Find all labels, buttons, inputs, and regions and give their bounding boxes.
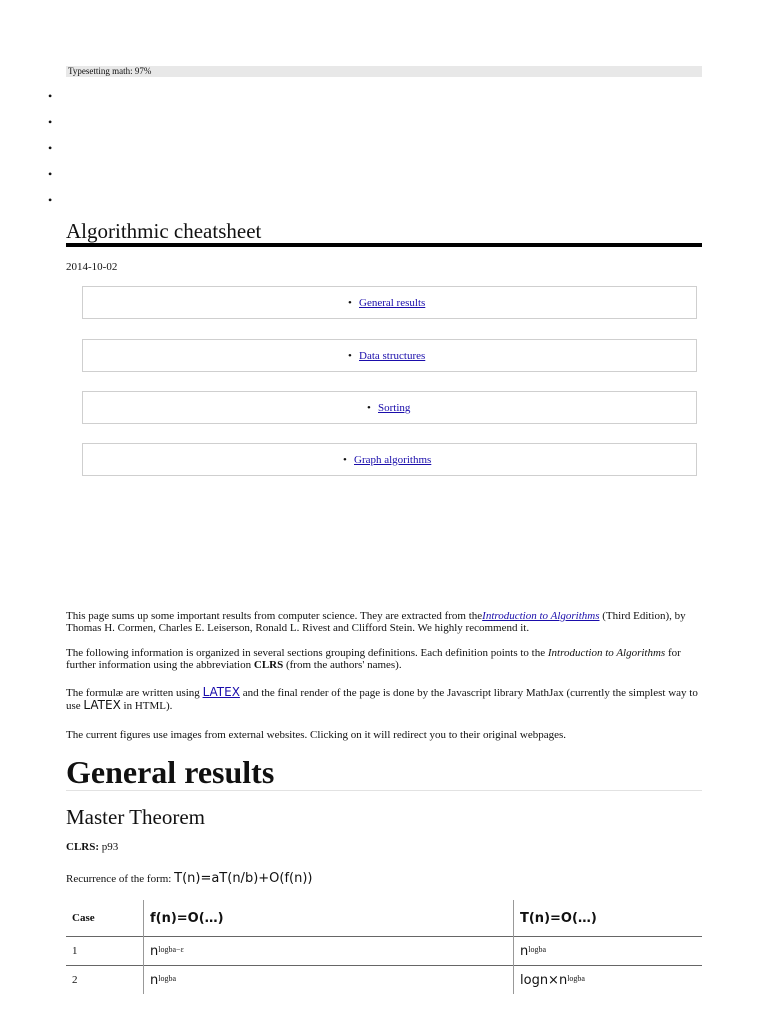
header-f-text: f(n)=O(…) [150,910,224,926]
toc-link-sorting[interactable]: Sorting [378,402,411,414]
intro-p2-abbrev: CLRS [253,659,284,671]
title-divider [66,243,702,247]
section-title: General results [66,754,275,790]
post-date: 2014-10-02 [66,261,118,273]
intro-p2-text-end: (from the authors' names). [283,659,402,671]
toc-item-general: • General results [348,297,426,309]
toc-item-sorting: • Sorting [367,402,411,414]
cell-t-prefix: logn× [520,972,559,988]
clrs-label: CLRS: [66,841,100,853]
cell-f [144,966,514,995]
cell-t-exp: logba [567,973,585,983]
page-title: Algorithmic cheatsheet [66,219,262,243]
toc-box-general [82,286,697,319]
intro-p3-text-end: in HTML). [120,700,173,712]
recurrence-label: Recurrence of the form: [66,873,175,885]
intro-p2-text-mid: for further information using the abbreviation [66,647,681,671]
clrs-page: p93 [99,841,119,853]
intro-paragraph-2 [66,647,702,671]
latex-link[interactable]: LATEX [202,685,240,699]
header-case: Case [72,912,95,924]
toc-item-graph: • Graph algorithms [343,454,432,466]
cell-f [144,937,514,966]
bullet-1: • [48,89,53,103]
cell-t-base: n [520,943,529,959]
master-theorem-table [66,900,702,994]
header-t [514,900,703,937]
header-f [144,900,514,937]
intro-p1-text: This page sums up some important results from computer science. They are extracted from the [66,610,483,622]
subsection-title: Master Theorem [66,805,205,829]
toc-link-data-structures[interactable]: Data structures [359,350,426,362]
toc-box-graph [82,443,697,476]
bullet-5: • [48,193,53,207]
cell-f-exp: logba [158,973,177,983]
bullet-3: • [48,141,53,155]
math-progress-bar [66,66,702,77]
toc-link-graph[interactable]: Graph algorithms [354,454,432,466]
cell-f-base: n [150,972,159,988]
cell-t [514,966,703,995]
intro-p3-text: The formulæ are written using [66,687,203,699]
cell-case: 1 [66,937,144,966]
intro-paragraph-3 [66,686,702,712]
clrs-book-link-text: Introduction to Algorithms [482,610,600,622]
recurrence-formula: T(n)=aT(n/b)+O(f(n)) [174,871,313,886]
cell-t-base: n [558,972,568,988]
cell-f-exp: logba−ε [158,944,184,954]
cell-case: 2 [66,966,144,995]
empty-nav-list [48,90,52,220]
toc-box-sorting [82,391,697,424]
recurrence-line [66,871,313,886]
clrs-reference [66,841,118,853]
table-row [66,937,702,966]
intro-paragraph-4: The current figures use images from external websites. Clicking on it will redirect you to their original webpages. [66,729,567,741]
toc-box-data-structures [82,339,697,372]
math-progress-text: Typesetting math: 97% [68,66,152,76]
intro-p3-text-mid: and the final render of the page is done by the Javascript library MathJax (currently the simplest way to use [66,687,698,712]
intro-paragraph-1 [66,610,702,634]
toc-link-general[interactable]: General results [359,297,426,309]
latex-logo-text: LATEX [83,698,121,712]
clrs-book-link[interactable] [482,610,599,622]
header-t-text: T(n)=O(…) [520,910,597,926]
toc-item-data-structures: • Data structures [348,350,426,362]
cell-t-exp: logba [528,944,547,954]
bullet-2: • [48,115,53,129]
table-row [66,966,702,995]
intro-p2-book-title: Introduction to Algorithms [547,647,666,659]
cell-t [514,937,703,966]
bullet-4: • [48,167,53,181]
intro-p2-text: The following information is organized in several sections grouping definitions. Each definition points to the [66,647,548,659]
cell-f-base: n [150,943,159,959]
section-divider [66,790,702,791]
table-header-row [66,900,702,937]
intro-p1-text-end: (Third Edition), by Thomas H. Cormen, Charles E. Leiserson, Ronald L. Rivest and Clifford Stein. We highly recommend it. [66,610,686,634]
